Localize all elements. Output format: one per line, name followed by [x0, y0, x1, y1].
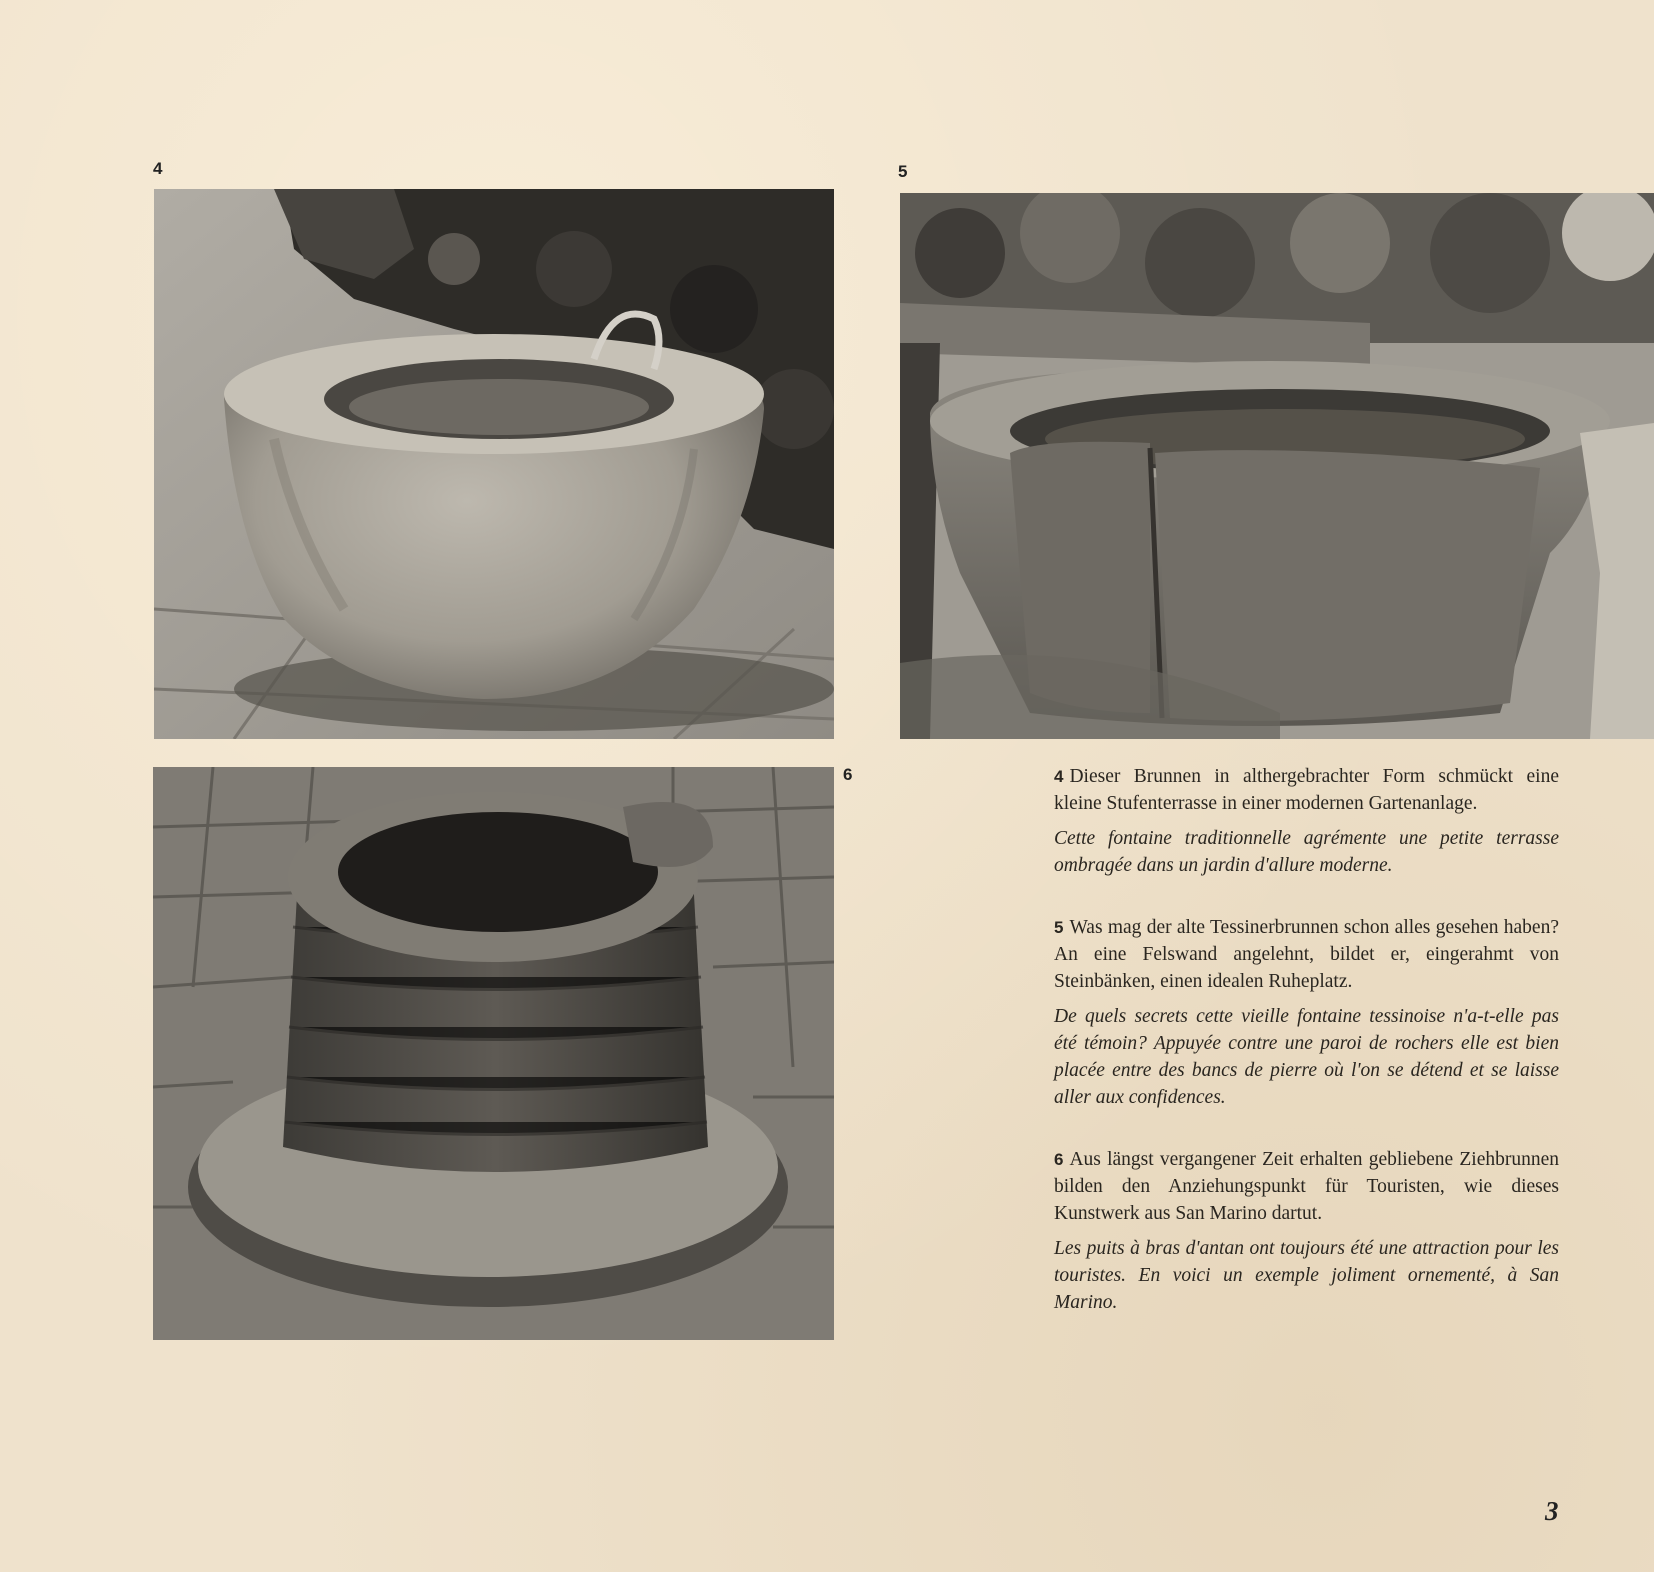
caption-6-number: 6 [1054, 1150, 1064, 1169]
caption-4-french: Cette fontaine traditionnelle agrémente une petite terrasse ombragée dans un jardin d'allure moderne. [1054, 828, 1559, 876]
caption-6-french: Les puits à bras d'antan ont toujours été une attraction pour les touristes. En voici un exemple joliment ornementé, à San Marino. [1054, 1238, 1559, 1313]
caption-6-german [1054, 1146, 1559, 1227]
figure-5-number: 5 [898, 162, 908, 181]
caption-4 [1054, 763, 1559, 879]
figure-6-number: 6 [843, 765, 853, 784]
stone-bowl-fountain-image [154, 189, 834, 739]
figure-4-photo [154, 189, 834, 739]
caption-5-german [1054, 914, 1559, 995]
tessin-fountain-image [900, 193, 1654, 739]
caption-5-number: 5 [1054, 918, 1064, 937]
caption-4-german [1054, 763, 1559, 817]
caption-4-german-text: Dieser Brunnen in althergebrachter Form schmückt eine kleine Stufenterrasse in einer modernen Gartenanlage. [1054, 766, 1559, 814]
captions-column [1054, 763, 1559, 1351]
figure-4-number: 4 [153, 159, 163, 178]
caption-5-german-text: Was mag der alte Tessinerbrunnen schon alles gesehen haben? An eine Felswand angelehnt, bildet er, eingerahmt von Steinbänken, einen idealen Ruheplatz. [1054, 917, 1559, 992]
caption-4-number: 4 [1054, 767, 1064, 786]
caption-5-french: De quels secrets cette vieille fontaine tessinoise n'a-t-elle pas été témoin? Appuyée contre une paroi de rochers elle est bien placée entre des bancs de pierre où l'on se détend et se laisse aller aux confidences. [1054, 1006, 1559, 1108]
figure-6-photo [153, 767, 834, 1340]
figure-5-photo [900, 193, 1654, 739]
caption-6 [1054, 1146, 1559, 1316]
page-number: 3 [1545, 1496, 1559, 1526]
draw-well-image [153, 767, 834, 1340]
caption-5 [1054, 914, 1559, 1111]
caption-6-german-text: Aus längst vergangener Zeit erhalten gebliebene Ziehbrunnen bilden den Anziehungspunkt für Touristen, wie dieses Kunstwerk aus San Marino dartut. [1054, 1149, 1559, 1224]
